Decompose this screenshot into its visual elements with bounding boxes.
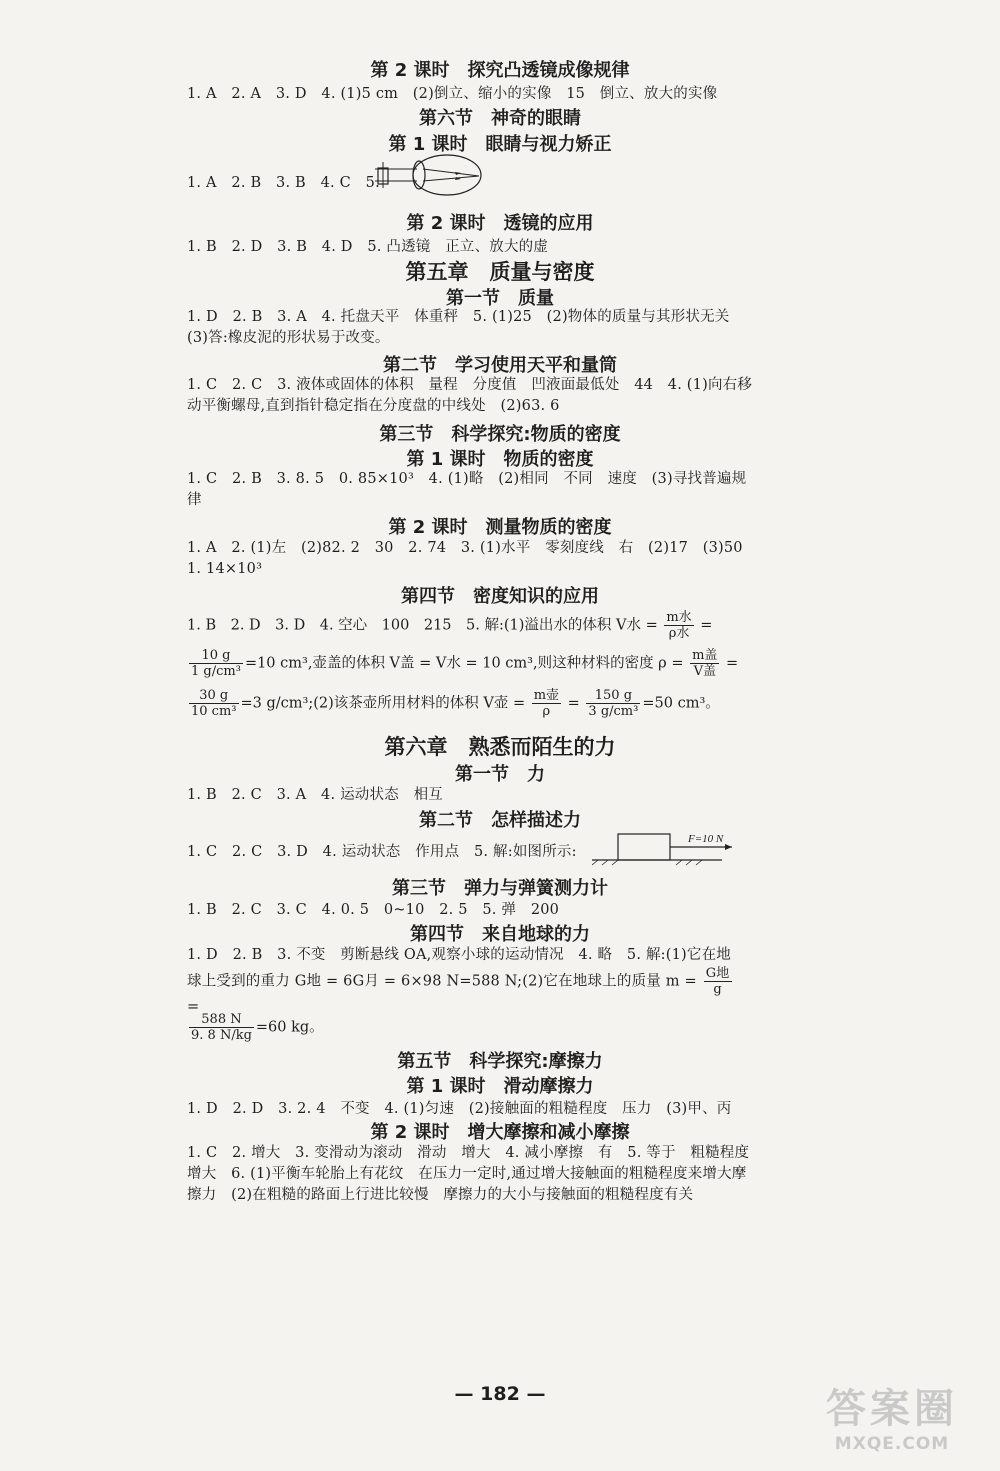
section-title: 第四节 来自地球的力: [410, 924, 590, 945]
section-title: 第 1 课时 眼睛与视力矫正: [388, 134, 612, 155]
section-title: 第 1 课时 物质的密度: [406, 449, 594, 470]
formula-line: $\frac{10 g}{\text{1 g/cm³}}$ =10 cm³,壶盖的体积 V盖 = V水 = 10 cm³,则这种材料的密度 ρ = $\frac{\text{m盖}}{\text{V盖}}$ =: [191, 648, 739, 679]
chapter-title: 第五章 质量与密度: [405, 260, 595, 284]
answer-text: 1. D 2. B 3. 不变 剪断悬线 OA,观察小球的运动情况 4. 略 5. 解:(1)它在地球上受到的重力 G地 = 6G月 = 6×98 N=588 N;(2)它在地球上的质量 m =: [187, 947, 731, 990]
answer-paragraph: 1. A 2. (1)左 (2)82. 2 30 2. 74 3. (1)水平 零刻度线 右 (2)17 (3)50 1. 14×10³: [187, 540, 758, 577]
answer-paragraph: 1. D 2. B 3. 不变 剪断悬线 OA,观察小球的运动情况 4. 略 5. 解:(1)它在地球上受到的重力 G地 = 6G月 = 6×98 N=588 N;(2)它在地球上的质量 m = $\frac{\text{G地}}{g}$ =: [187, 947, 731, 1015]
fraction: $\frac{\text{m水}}{\text{ρ水}}$: [666, 610, 692, 641]
fraction: $\frac{\text{m盖}}{\text{V盖}}$: [692, 648, 718, 679]
section-title: 第 2 课时 测量物质的密度: [388, 517, 612, 538]
force-label: F=10 N: [688, 833, 724, 845]
section-title: 第二节 怎样描述力: [419, 810, 581, 831]
section-title: 第一节 力: [455, 764, 545, 785]
force-diagram: [592, 826, 742, 866]
answer-paragraph: 1. C 2. B 3. 8. 5 0. 85×10³ 4. (1)略 (2)相同 不同 速度 (3)寻找普遍规律: [187, 471, 747, 508]
answer-paragraph: 1. C 2. C 3. 液体或固体的体积 量程 分度值 凹液面最低处 44 4. (1)向右移动平衡螺母,直到指针稳定指在分度盘的中线处 (2)63. 6: [187, 377, 753, 414]
eye-lens-diagram: [375, 152, 487, 198]
section-title: 第五节 科学探究:摩擦力: [397, 1051, 603, 1072]
watermark-logo: 答案圈 MXQE.COM: [826, 1386, 958, 1454]
fraction: $\frac{588 N}{9. 8 N/kg}$: [191, 1012, 252, 1043]
fraction: $\frac{10 g}{\text{1 g/cm³}}$: [191, 648, 241, 679]
answer-line: 1. A 2. B 3. B 4. C 5.: [187, 175, 380, 191]
fraction: $\frac{\text{G地}}{g}$: [705, 966, 730, 997]
section-title: 第 2 课时 透镜的应用: [406, 213, 594, 234]
section-title: 第 2 课时 探究凸透镜成像规律: [370, 60, 630, 81]
section-title: 第三节 科学探究:物质的密度: [379, 424, 621, 445]
fraction: $\frac{\text{m壶}}{\rho}$: [533, 688, 560, 719]
formula-line: $\frac{30 g}{\text{10 cm³}}$ =3 g/cm³;(2)该茶壶所用材料的体积 V壶 = $\frac{\text{m壶}}{\rho}$ = $\frac{150 g}{\text{3 g/cm³}}$ =50 cm³。: [191, 688, 720, 719]
section-title: 第一节 质量: [446, 288, 554, 309]
section-title: 第六节 神奇的眼睛: [419, 108, 581, 129]
section-title: 第二节 学习使用天平和量筒: [383, 355, 617, 376]
answer-line: 1. B 2. C 3. C 4. 0. 5 0~10 2. 5 5. 弹 200: [187, 902, 560, 918]
answer-line: 1. B 2. D 3. B 4. D 5. 凸透镜 正立、放大的虚: [187, 239, 549, 255]
answer-line: 1. D 2. D 3. 2. 4 不变 4. (1)匀速 (2)接触面的粗糙程度 压力 (3)甲、丙: [187, 1101, 732, 1117]
page-number: — 182 —: [454, 1383, 546, 1405]
section-title: 第 2 课时 增大摩擦和减小摩擦: [370, 1122, 630, 1143]
fraction: $\frac{150 g}{\text{3 g/cm³}}$: [588, 688, 639, 719]
answer-paragraph: 1. D 2. B 3. A 4. 托盘天平 体重秤 5. (1)25 (2)物体的质量与其形状无关 (3)答:橡皮泥的形状易于改变。: [187, 309, 745, 346]
answer-paragraph: 1. C 2. 增大 3. 变滑动为滚动 滑动 增大 4. 减小摩擦 有 5. 等于 粗糙程度 增大 6. (1)平衡车轮胎上有花纹 在压力一定时,通过增大接触面的粗糙程度来增大摩擦力 (2)在粗糙的路面上行进比较慢 摩擦力的大小与接触面的粗糙程度有关: [187, 1145, 764, 1203]
formula-line: $\frac{588 N}{9. 8 N/kg}$ =60 kg。: [191, 1012, 324, 1043]
section-title: 第三节 弹力与弹簧测力计: [392, 878, 608, 899]
answer-line: 1. C 2. C 3. D 4. 运动状态 作用点 5. 解:如图所示:: [187, 844, 577, 860]
fraction: $\frac{30 g}{\text{10 cm³}}$: [191, 688, 237, 719]
section-title: 第 1 课时 滑动摩擦力: [406, 1076, 594, 1097]
chapter-title: 第六章 熟悉而陌生的力: [384, 735, 616, 759]
answer-line: 1. A 2. A 3. D 4. (1)5 cm (2)倒立、缩小的实像 15 倒立、放大的实像: [187, 86, 718, 102]
answer-line: 1. B 2. C 3. A 4. 运动状态 相互: [187, 787, 443, 803]
section-title: 第四节 密度知识的应用: [401, 586, 599, 607]
answer-text: 1. B 2. D 3. D 4. 空心 100 215 5. 解:(1)溢出水的体积 V水 =: [187, 617, 658, 634]
formula-line: 1. B 2. D 3. D 4. 空心 100 215 5. 解:(1)溢出水的体积 V水 = $\frac{\text{m水}}{\text{ρ水}}$ =: [187, 610, 713, 641]
